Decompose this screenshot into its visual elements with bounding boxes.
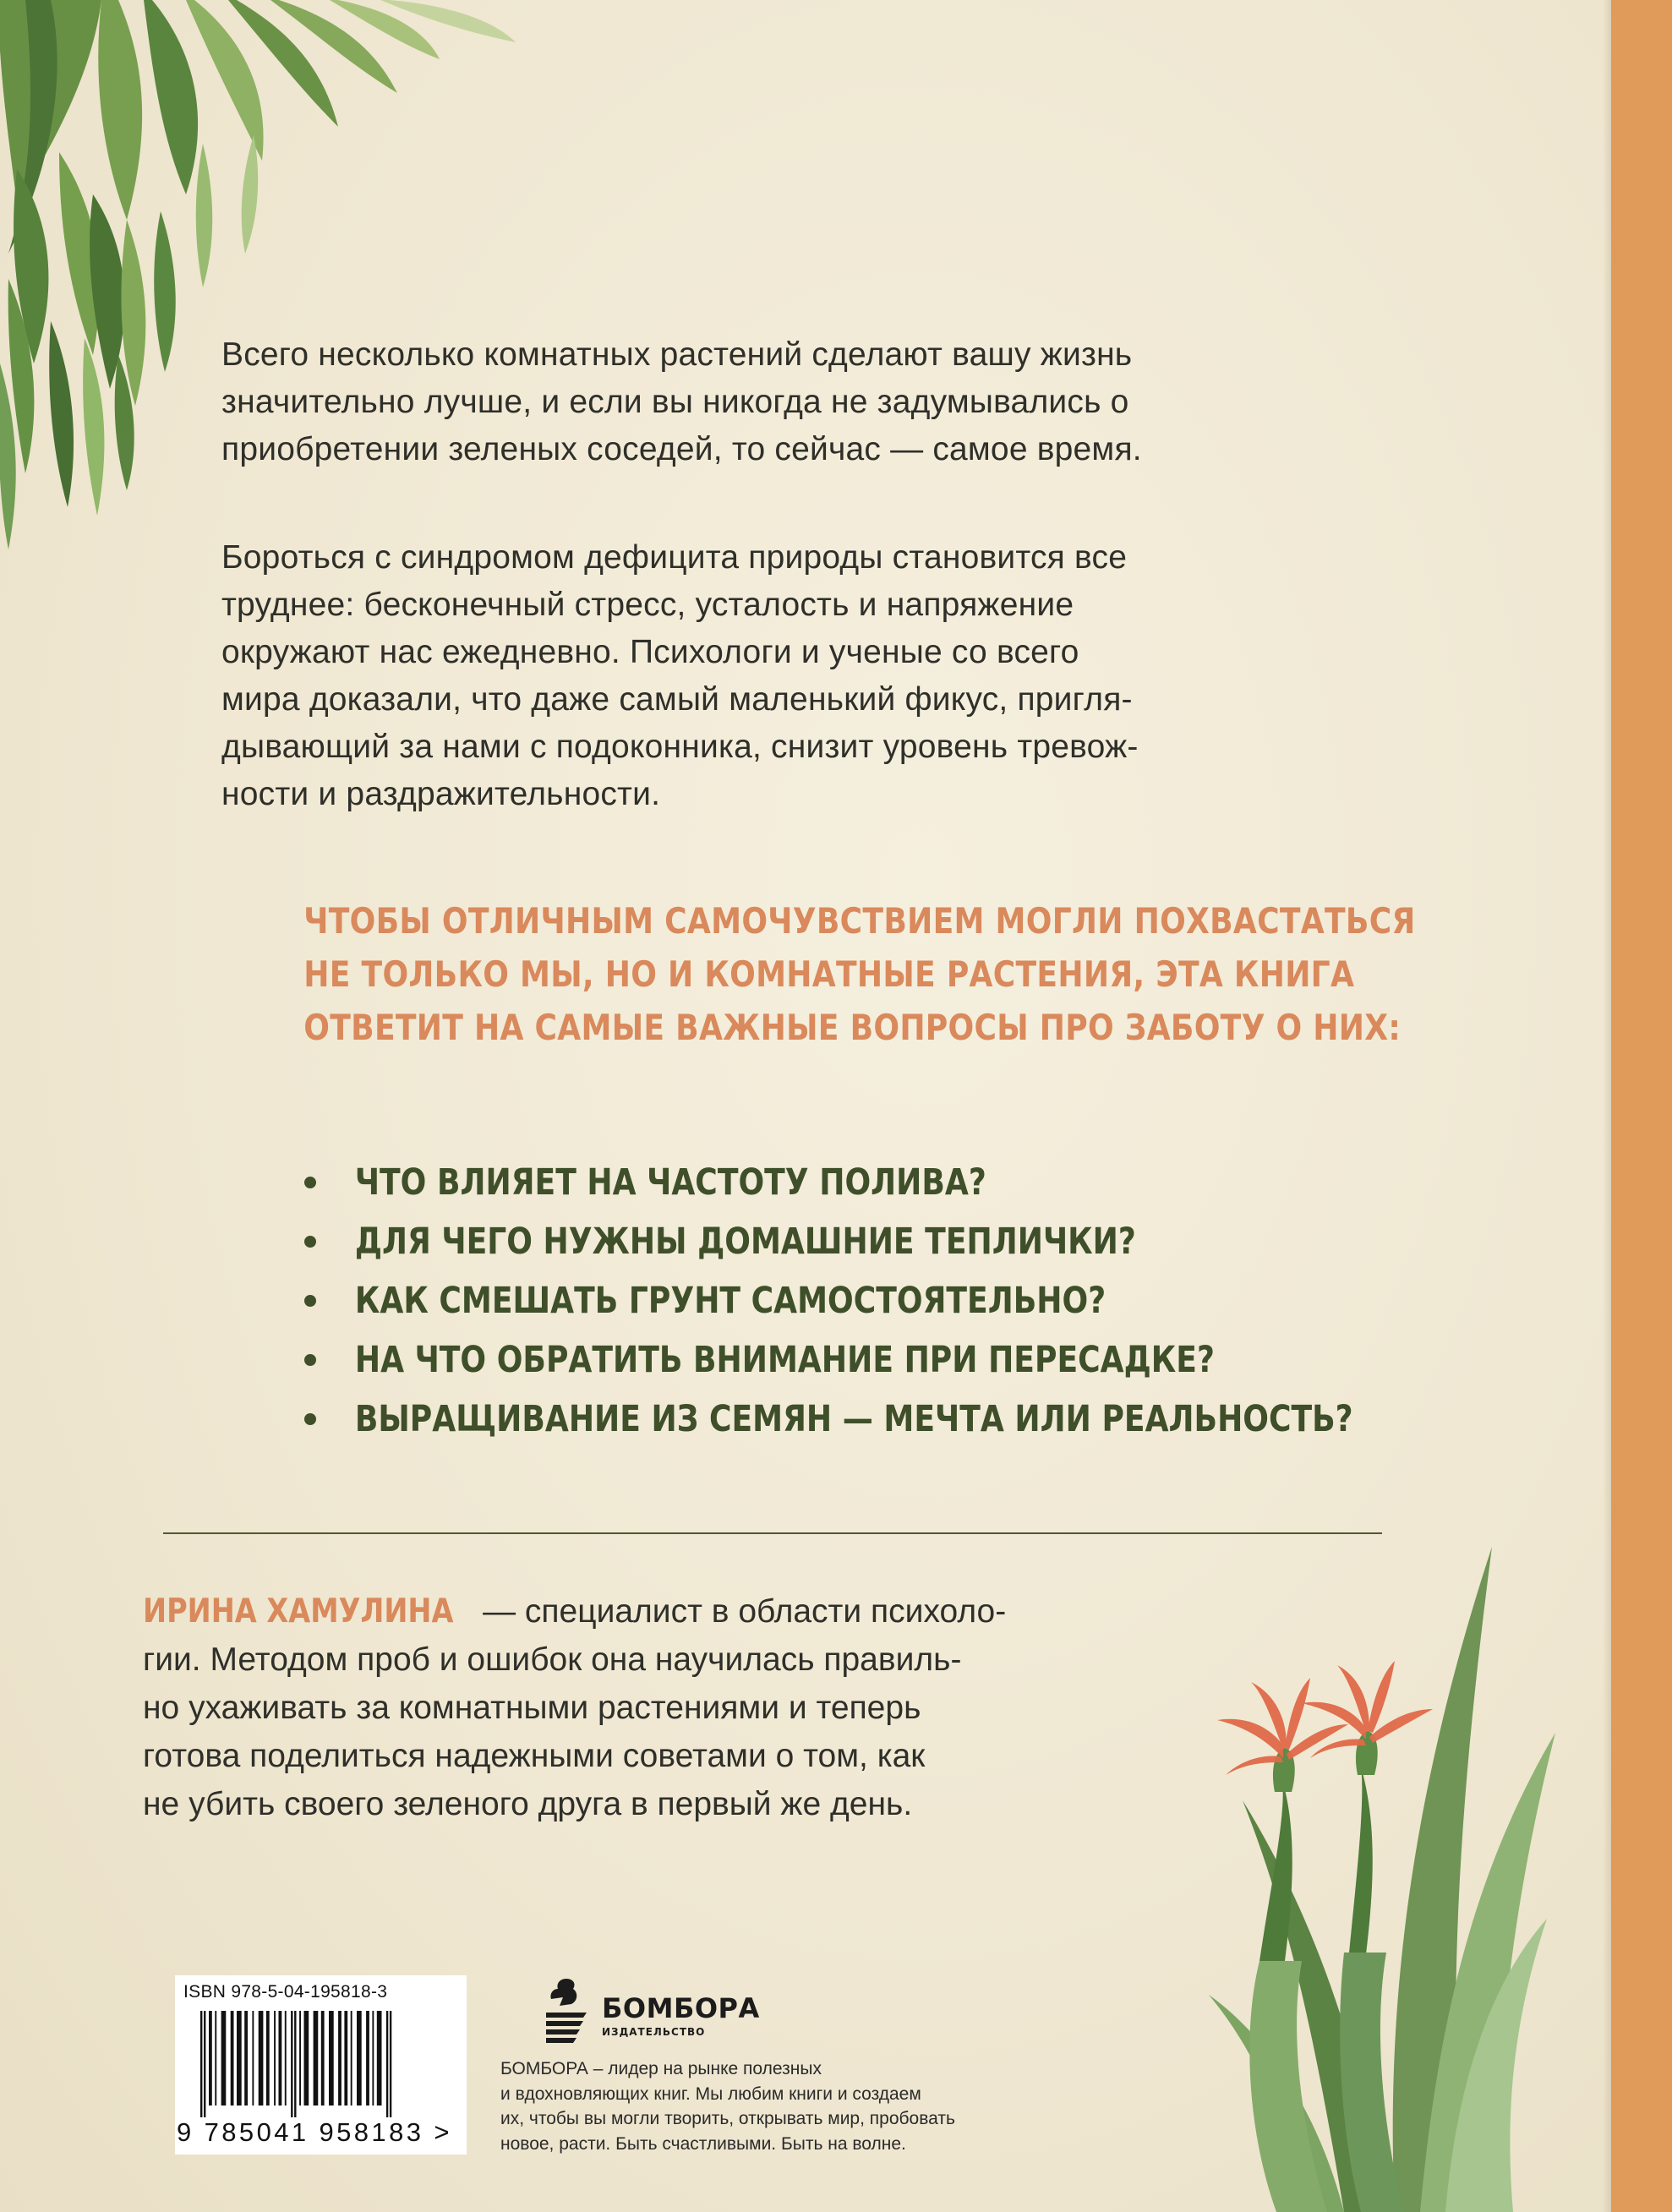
question-item: ВЫРАЩИВАНИЕ ИЗ СЕМЯН — МЕЧТА ИЛИ РЕАЛЬНОСТЬ? bbox=[301, 1395, 1554, 1444]
heading-line: ОТВЕТИТ НА САМЫЕ ВАЖНЫЕ ВОПРОСЫ ПРО ЗАБОТУ О НИХ: bbox=[303, 1007, 1402, 1048]
bombora-logo-icon bbox=[541, 1975, 592, 2045]
text-line: гии. Методом проб и ошибок она научилась правиль- bbox=[143, 1641, 962, 1678]
book-spine-strip bbox=[1611, 0, 1672, 2212]
publisher-name: БОМБОРА bbox=[602, 1992, 760, 2024]
text-line: но ухаживать за комнатными растениями и теперь bbox=[143, 1690, 921, 1726]
questions-heading bbox=[303, 894, 1416, 1054]
publisher-subtitle: ИЗДАТЕЛЬСТВО bbox=[602, 2026, 706, 2038]
heading-line: ЧТОБЫ ОТЛИЧНЫМ САМОЧУВСТВИЕМ МОГЛИ ПОХВАСТАТЬСЯ bbox=[303, 900, 1416, 942]
flowering-plant-illustration bbox=[1192, 1521, 1615, 2212]
text-line: их, чтобы вы могли творить, открывать мир, пробовать bbox=[500, 2109, 955, 2128]
text-line: новое, расти. Быть счастливыми. Быть на волне. bbox=[500, 2133, 906, 2154]
section-divider bbox=[163, 1532, 1382, 1534]
text-line: и вдохновляющих книг. Мы любим книги и создаем bbox=[500, 2084, 921, 2104]
text-line: ности и раздражительности. bbox=[221, 776, 661, 812]
publisher-description bbox=[500, 2056, 1075, 2156]
question-item: КАК СМЕШАТЬ ГРУНТ САМОСТОЯТЕЛЬНО? bbox=[301, 1276, 1554, 1325]
text-line: труднее: бесконечный стресс, усталость и напряжение bbox=[221, 587, 1074, 623]
barcode-digits: 9 785041 958183 > bbox=[177, 2117, 452, 2147]
text-line bbox=[143, 1587, 1183, 1636]
question-item: НА ЧТО ОБРАТИТЬ ВНИМАНИЕ ПРИ ПЕРЕСАДКЕ? bbox=[301, 1335, 1554, 1385]
hanging-plant-illustration bbox=[0, 0, 609, 575]
intro-paragraph-1 bbox=[221, 331, 1388, 473]
question-item: ЧТО ВЛИЯЕТ НА ЧАСТОТУ ПОЛИВА? bbox=[301, 1158, 1554, 1207]
author-bio bbox=[143, 1587, 1183, 1828]
author-bio-first-line: — специалист в области психоло- bbox=[473, 1593, 1007, 1630]
text-line: окружают нас ежедневно. Психологи и ученые со всего bbox=[221, 634, 1079, 670]
author-name: ИРИНА ХАМУЛИНА bbox=[143, 1592, 454, 1630]
text-line: Бороться с синдромом дефицита природы становится все bbox=[221, 539, 1128, 576]
text-line: не убить своего зеленого друга в первый же день. bbox=[143, 1786, 913, 1822]
question-item: ДЛЯ ЧЕГО НУЖНЫ ДОМАШНИЕ ТЕПЛИЧКИ? bbox=[301, 1217, 1554, 1266]
isbn-barcode bbox=[175, 1975, 467, 2155]
isbn-number: ISBN 978-5-04-195818-3 bbox=[183, 1982, 388, 2002]
text-line: мира доказали, что даже самый маленький фикус, пригля- bbox=[221, 681, 1133, 718]
heading-line: НЕ ТОЛЬКО МЫ, НО И КОМНАТНЫЕ РАСТЕНИЯ, ЭТА КНИГА bbox=[303, 953, 1355, 995]
text-line: БОМБОРА – лидер на рынке полезных bbox=[500, 2059, 822, 2078]
intro-paragraph-2 bbox=[221, 534, 1388, 818]
text-line: дывающий за нами с подоконника, снизит уровень тревож- bbox=[221, 729, 1139, 765]
text-line: значительно лучше, и если вы никогда не задумывались о bbox=[221, 384, 1129, 420]
questions-list bbox=[301, 1158, 1554, 1454]
publisher-block bbox=[500, 1975, 1075, 2170]
text-line: готова поделиться надежными советами о том, как bbox=[143, 1738, 926, 1774]
text-line: приобретении зеленых соседей, то сейчас — самое время. bbox=[221, 431, 1142, 467]
text-line: Всего несколько комнатных растений сделают вашу жизнь bbox=[221, 336, 1133, 373]
barcode-bars-icon bbox=[182, 2011, 459, 2117]
